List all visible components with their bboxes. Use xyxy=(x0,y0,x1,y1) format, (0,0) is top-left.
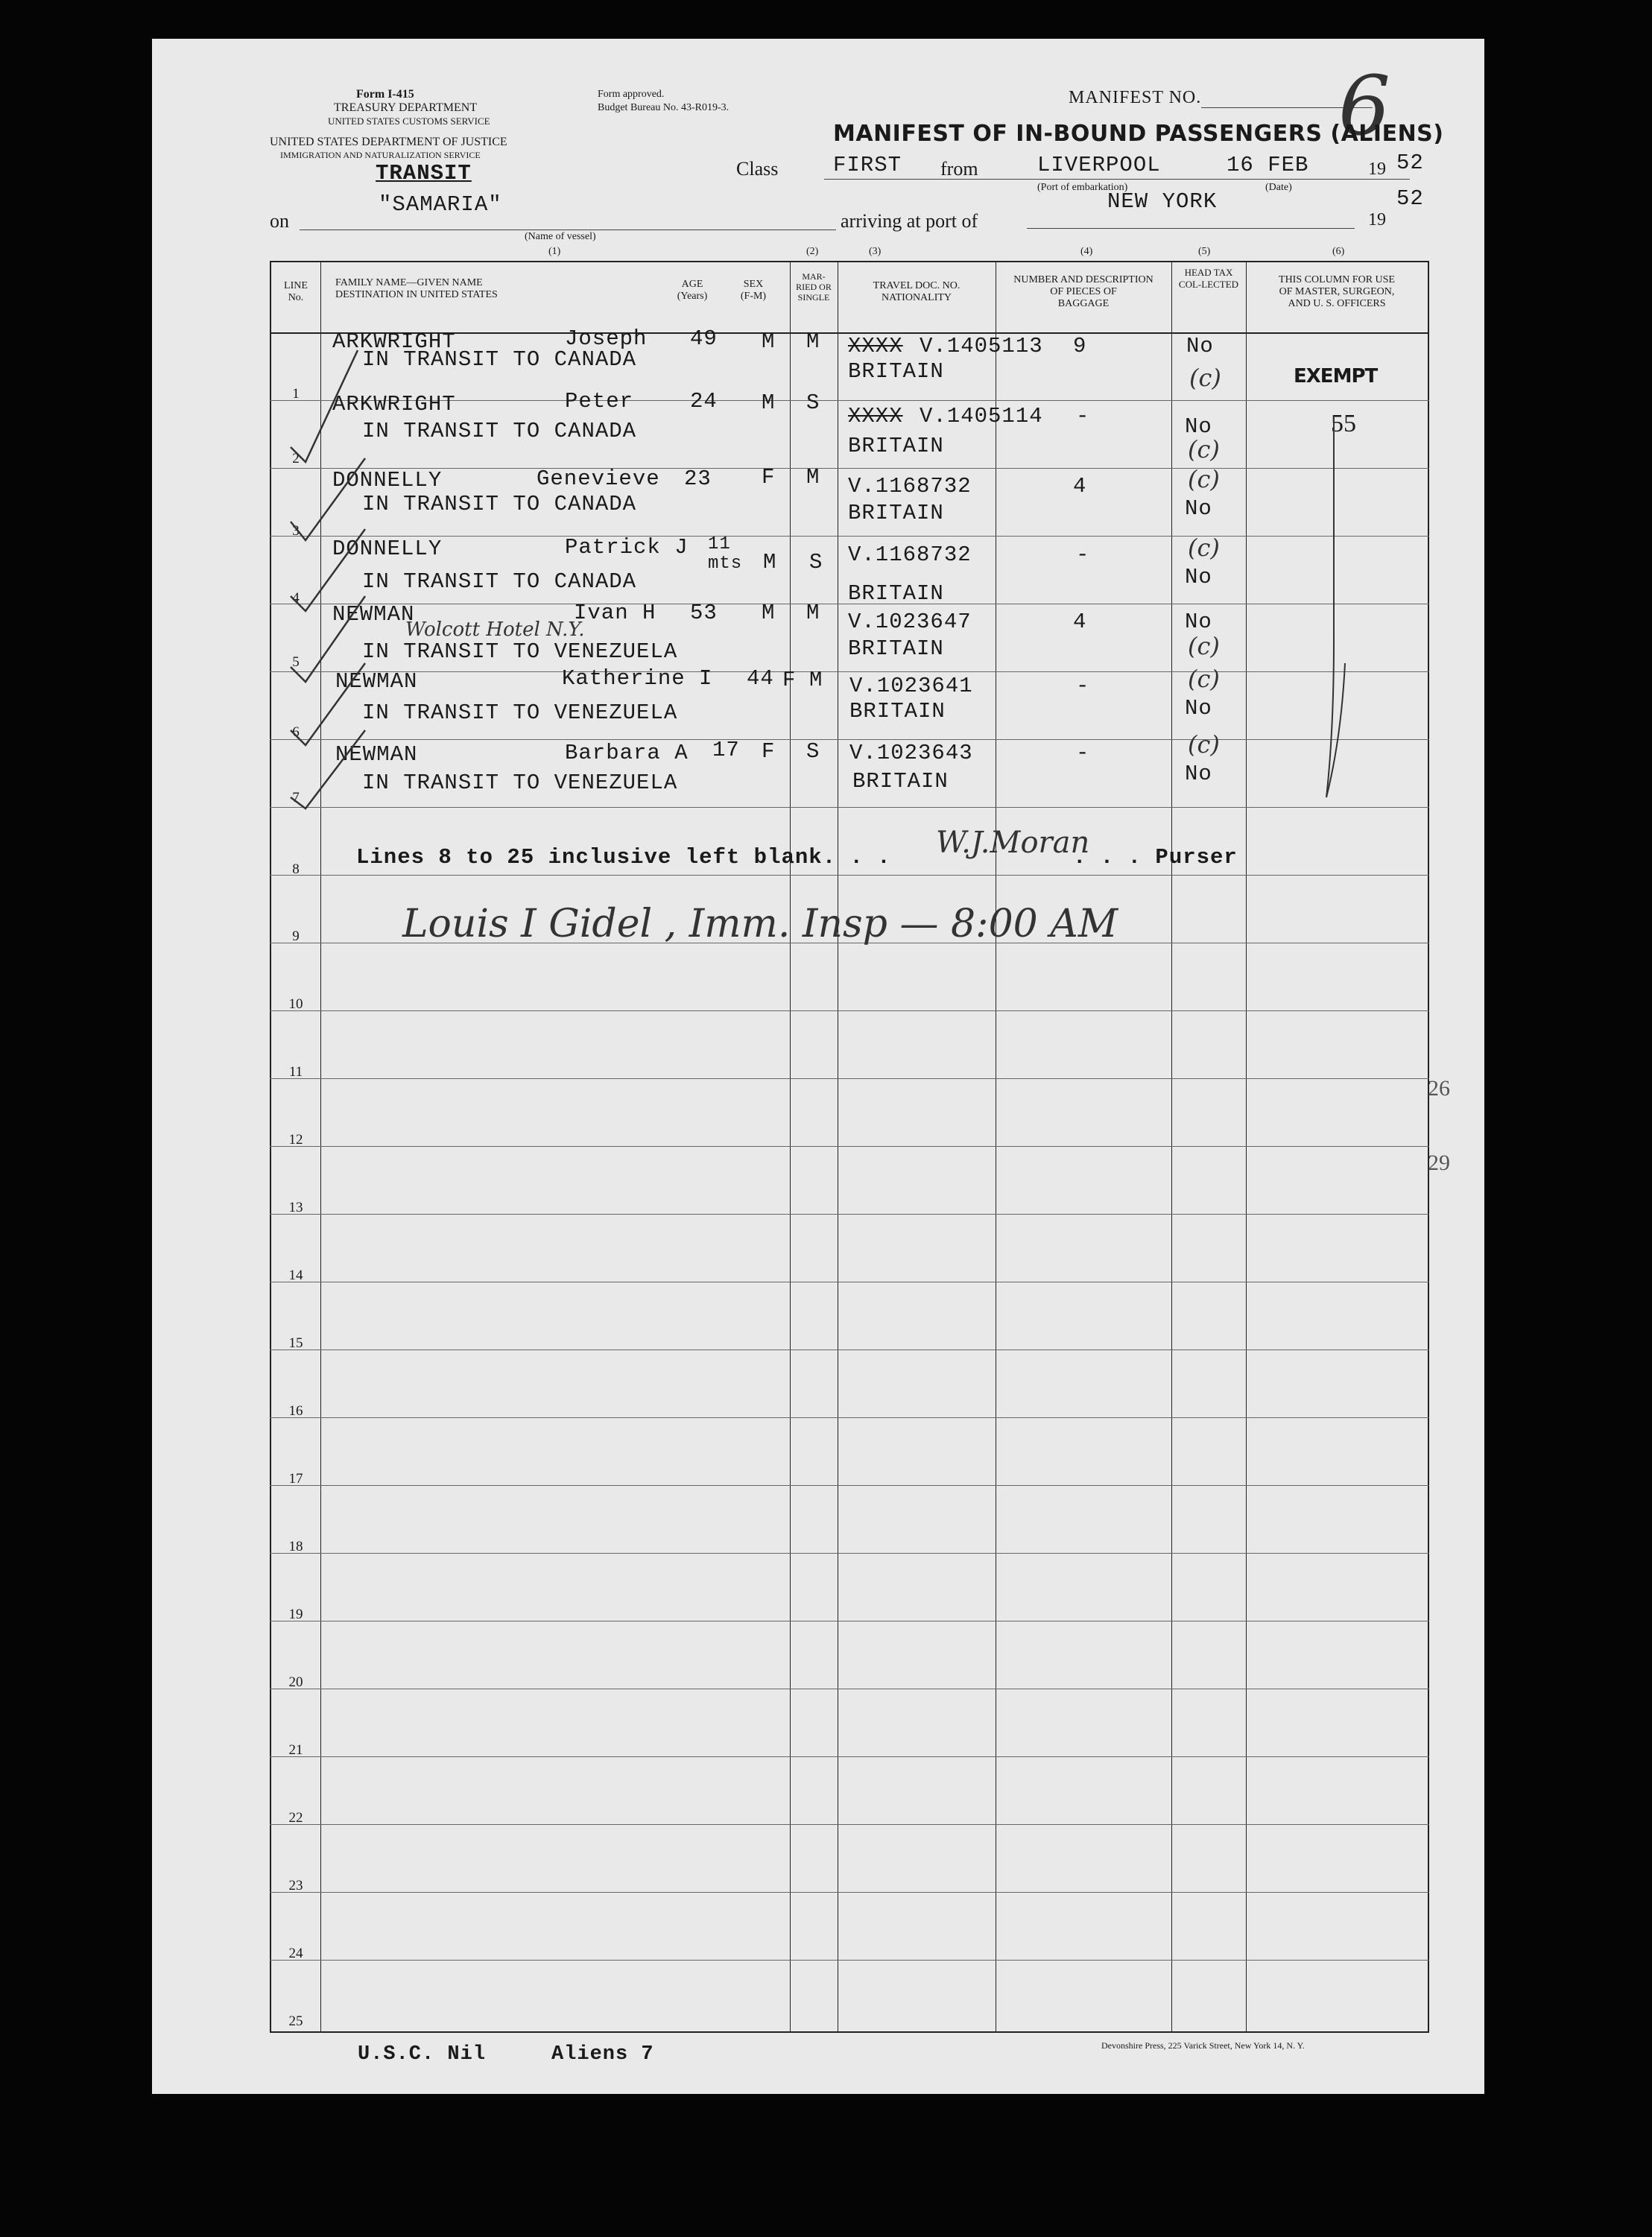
passenger-nationality: BRITAIN xyxy=(848,636,944,661)
passenger-baggage: - xyxy=(1076,741,1090,765)
line-number: 1 xyxy=(292,386,300,402)
passenger-surname: ARKWRIGHT xyxy=(332,329,456,354)
passenger-given-name: Katherine I xyxy=(562,666,713,691)
exempt-stamp: EXEMPT xyxy=(1294,365,1378,387)
header-age: AGE (Years) xyxy=(677,279,708,302)
col-num-6: (6) xyxy=(1332,246,1345,257)
line-number: 7 xyxy=(292,790,300,806)
aliens-total: Aliens 7 xyxy=(551,2043,654,2066)
passenger-given-name: Ivan H xyxy=(574,601,656,625)
passenger-nationality: BRITAIN xyxy=(849,699,946,724)
line-number: 11 xyxy=(288,1064,303,1080)
passenger-age: 11 mts xyxy=(708,534,743,574)
header-married: MAR-RIED OR SINGLE xyxy=(796,271,832,303)
line-number: 22 xyxy=(288,1810,303,1826)
row-rule xyxy=(270,1485,1429,1486)
header-sex: SEX (F-M) xyxy=(740,279,767,302)
passenger-age: 49 xyxy=(690,326,718,351)
line-number: 19 xyxy=(288,1607,303,1622)
col-num-3: (3) xyxy=(869,246,882,257)
line-number: 9 xyxy=(292,928,300,944)
ins-service: IMMIGRATION AND NATURALIZATION SERVICE xyxy=(280,150,481,160)
vessel-name: "SAMARIA" xyxy=(379,192,502,217)
col-rule-married xyxy=(790,261,791,2033)
passenger-married: M xyxy=(806,601,820,625)
passenger-destination: IN TRANSIT TO VENEZUELA xyxy=(362,700,678,725)
passenger-destination: IN TRANSIT TO CANADA xyxy=(362,492,637,516)
passenger-head-tax: No xyxy=(1186,334,1214,358)
handwritten-checkmarks xyxy=(276,253,410,820)
line-number: 16 xyxy=(288,1403,303,1419)
passenger-travel-doc: V.1023643 xyxy=(849,741,973,765)
passenger-married: S xyxy=(809,550,823,575)
manifest-number: 6 xyxy=(1338,58,1390,154)
passenger-baggage: - xyxy=(1076,674,1090,698)
passenger-destination: IN TRANSIT TO VENEZUELA xyxy=(362,771,678,795)
col-num-5: (5) xyxy=(1198,246,1211,257)
header-officers: THIS COLUMN FOR USE OF MASTER, SURGEON, AND U. S. OFFICERS xyxy=(1279,274,1395,309)
col-rule-tax xyxy=(1171,261,1172,2033)
passenger-age: 17 xyxy=(712,738,740,762)
col-num-1: (1) xyxy=(548,246,561,257)
line-number: 2 xyxy=(292,451,300,466)
header-baggage: NUMBER AND DESCRIPTION OF PIECES OF BAGGAGE xyxy=(1013,274,1153,309)
vessel-caption: (Name of vessel) xyxy=(525,231,596,242)
line-number: 3 xyxy=(292,523,300,539)
passenger-head-tax: No xyxy=(1185,610,1212,634)
transit-stamp: TRANSIT xyxy=(376,161,472,186)
passenger-surname: DONNELLY xyxy=(332,537,443,561)
passenger-sex: F xyxy=(762,465,776,490)
row-rule xyxy=(270,1417,1429,1418)
passenger-nationality: BRITAIN xyxy=(848,581,944,606)
line-number: 8 xyxy=(292,861,300,877)
passenger-destination: IN TRANSIT TO CANADA xyxy=(362,569,637,594)
row-rule xyxy=(270,875,1429,876)
passenger-given-name: Genevieve xyxy=(537,466,660,491)
arriving-label: arriving at port of xyxy=(841,210,978,232)
status-mark: (c) xyxy=(1188,435,1220,463)
form-approved: Form approved. xyxy=(598,89,665,100)
line-number: 21 xyxy=(288,1742,303,1758)
passenger-surname: ARKWRIGHT xyxy=(332,392,456,417)
date-caption: (Date) xyxy=(1265,182,1292,193)
class-value: FIRST xyxy=(833,153,902,177)
hotel-note: Wolcott Hotel N.Y. xyxy=(405,618,585,641)
passenger-sex: M xyxy=(763,550,777,575)
manifest-no-label: MANIFEST NO. xyxy=(1069,88,1202,107)
passenger-given-name: Joseph xyxy=(565,326,648,351)
passenger-destination: IN TRANSIT TO CANADA xyxy=(362,347,637,372)
line-number: 17 xyxy=(288,1471,303,1487)
printer-imprint: Devonshire Press, 225 Varick Street, New York 14, N. Y. xyxy=(1101,2040,1305,2051)
row-rule xyxy=(270,468,1429,469)
passenger-head-tax: No xyxy=(1185,762,1212,786)
passenger-age: 53 xyxy=(690,601,718,625)
passenger-head-tax: No xyxy=(1185,696,1212,721)
alien-count: 55 xyxy=(1331,410,1356,437)
passenger-travel-doc: V.1168732 xyxy=(848,542,972,567)
line-number: 24 xyxy=(288,1946,303,1961)
passenger-age: 23 xyxy=(684,466,712,491)
doc-struck: XXXX xyxy=(848,404,903,428)
purser-signature: W.J.Moran xyxy=(936,826,1090,860)
row-rule xyxy=(270,1960,1429,1961)
header-travel-doc: TRAVEL DOC. NO. NATIONALITY xyxy=(873,280,960,303)
row-rule xyxy=(270,1553,1429,1554)
status-mark: (c) xyxy=(1188,632,1220,660)
header-line-no: LINE No. xyxy=(284,280,308,303)
year-prefix-2: 19 xyxy=(1368,210,1386,230)
line-number: 25 xyxy=(288,2013,303,2029)
purser-label: . . . Purser xyxy=(1073,845,1238,870)
manifest-title: MANIFEST OF IN-BOUND PASSENGERS (ALIENS) xyxy=(833,121,1444,147)
line-number: 23 xyxy=(288,1878,303,1893)
passenger-travel-doc: V.1168732 xyxy=(848,474,972,499)
row-rule xyxy=(270,1146,1429,1147)
class-line xyxy=(824,179,1410,180)
table-bottom-border xyxy=(270,2031,1429,2033)
usc-total: U.S.C. Nil xyxy=(358,2043,487,2066)
form-number: Form I-415 xyxy=(356,88,414,101)
passenger-sex: F xyxy=(782,668,797,692)
passenger-baggage: 9 xyxy=(1073,334,1087,358)
year-prefix: 19 xyxy=(1368,159,1386,179)
row-rule xyxy=(270,1010,1429,1011)
passenger-sex: M xyxy=(762,601,776,625)
row-rule xyxy=(270,807,1429,808)
blank-lines-note: Lines 8 to 25 inclusive left blank. . . xyxy=(356,845,891,870)
margin-number: 29 xyxy=(1428,1151,1450,1175)
passenger-married: M xyxy=(809,668,823,692)
margin-number: 26 xyxy=(1428,1076,1450,1101)
passenger-baggage: - xyxy=(1076,542,1090,567)
passenger-married: S xyxy=(806,390,820,415)
passenger-surname: NEWMAN xyxy=(335,742,418,767)
passenger-travel-doc: V.1023647 xyxy=(848,610,972,634)
passenger-given-name: Barbara A xyxy=(565,741,689,765)
officers-column-line xyxy=(1311,417,1356,805)
passenger-travel-doc: V.1405113 xyxy=(920,334,1043,358)
treasury-dept: TREASURY DEPARTMENT xyxy=(334,101,478,114)
arrival-port: NEW YORK xyxy=(1107,189,1218,214)
department-of-justice: UNITED STATES DEPARTMENT OF JUSTICE xyxy=(270,136,507,148)
passenger-destination: IN TRANSIT TO CANADA xyxy=(362,419,637,443)
line-number: 12 xyxy=(288,1132,303,1148)
year-suffix-2: 52 xyxy=(1396,186,1424,211)
passenger-travel-doc: V.1405114 xyxy=(920,404,1043,428)
line-number: 10 xyxy=(288,996,303,1012)
passenger-baggage: 4 xyxy=(1073,474,1087,499)
row-rule xyxy=(270,671,1429,672)
customs-service: UNITED STATES CUSTOMS SERVICE xyxy=(328,116,490,127)
col-num-4: (4) xyxy=(1080,246,1093,257)
embark-caption: (Port of embarkation) xyxy=(1037,182,1128,193)
status-mark: (c) xyxy=(1188,465,1220,493)
passenger-given-name: Peter xyxy=(565,389,634,414)
class-label: Class xyxy=(736,158,779,180)
col-rule-officers xyxy=(1246,261,1247,2033)
row-rule xyxy=(270,1824,1429,1825)
col-rule-left xyxy=(270,261,271,2033)
passenger-head-tax: No xyxy=(1185,496,1212,521)
passenger-surname: NEWMAN xyxy=(332,602,415,627)
col-num-2: (2) xyxy=(806,246,819,257)
line-number: 4 xyxy=(292,590,300,606)
passenger-married: M xyxy=(806,465,820,490)
passenger-nationality: BRITAIN xyxy=(848,501,944,525)
passenger-married: S xyxy=(806,739,820,764)
inspector-signature: Louis I Gidel , Imm. Insp — 8:00 AM xyxy=(402,902,1118,946)
passenger-given-name: Patrick J xyxy=(565,535,689,560)
status-mark: (c) xyxy=(1189,364,1221,392)
passenger-head-tax: No xyxy=(1185,414,1212,439)
line-number: 15 xyxy=(288,1335,303,1351)
year-suffix: 52 xyxy=(1396,151,1424,175)
passenger-head-tax: No xyxy=(1185,565,1212,589)
line-number: 6 xyxy=(292,724,300,740)
passenger-age: 24 xyxy=(690,389,718,414)
line-number: 13 xyxy=(288,1200,303,1215)
passenger-sex: F xyxy=(762,739,776,764)
row-rule xyxy=(270,1756,1429,1757)
passenger-sex: M xyxy=(762,390,776,415)
passenger-married: M xyxy=(806,329,820,354)
arrival-line xyxy=(1027,228,1355,229)
line-number: 14 xyxy=(288,1268,303,1283)
table-top-border xyxy=(270,261,1429,262)
passenger-travel-doc: V.1023641 xyxy=(849,674,973,698)
passenger-baggage: - xyxy=(1076,404,1090,428)
passenger-nationality: BRITAIN xyxy=(852,769,949,794)
col-rule-right xyxy=(1428,261,1429,2033)
line-number: 5 xyxy=(292,654,300,670)
embark-port: LIVERPOOL xyxy=(1037,153,1161,177)
row-rule xyxy=(270,536,1429,537)
passenger-surname: DONNELLY xyxy=(332,468,443,493)
doc-struck: XXXX xyxy=(848,334,903,358)
row-rule xyxy=(270,739,1429,740)
on-label: on xyxy=(270,210,289,232)
passenger-nationality: BRITAIN xyxy=(848,359,944,384)
passenger-destination: IN TRANSIT TO VENEZUELA xyxy=(362,639,678,664)
passenger-baggage: 4 xyxy=(1073,610,1087,634)
row-rule xyxy=(270,1078,1429,1079)
passenger-nationality: BRITAIN xyxy=(848,434,944,458)
line-number: 20 xyxy=(288,1674,303,1690)
status-mark: (c) xyxy=(1188,730,1220,759)
passenger-surname: NEWMAN xyxy=(335,669,418,694)
header-name: FAMILY NAME—GIVEN NAME DESTINATION IN UNITED STATES xyxy=(335,277,498,300)
passenger-sex: M xyxy=(762,329,776,354)
line-number: 18 xyxy=(288,1539,303,1554)
header-head-tax: HEAD TAX COL-LECTED xyxy=(1178,267,1239,290)
status-mark: (c) xyxy=(1188,534,1220,562)
status-mark: (c) xyxy=(1188,665,1220,693)
row-rule xyxy=(270,1214,1429,1215)
row-rule xyxy=(270,1892,1429,1893)
passenger-age: 44 xyxy=(747,666,774,691)
embark-date: 16 FEB xyxy=(1227,153,1309,177)
budget-bureau: Budget Bureau No. 43-R019-3. xyxy=(598,102,730,113)
from-label: from xyxy=(940,158,978,180)
